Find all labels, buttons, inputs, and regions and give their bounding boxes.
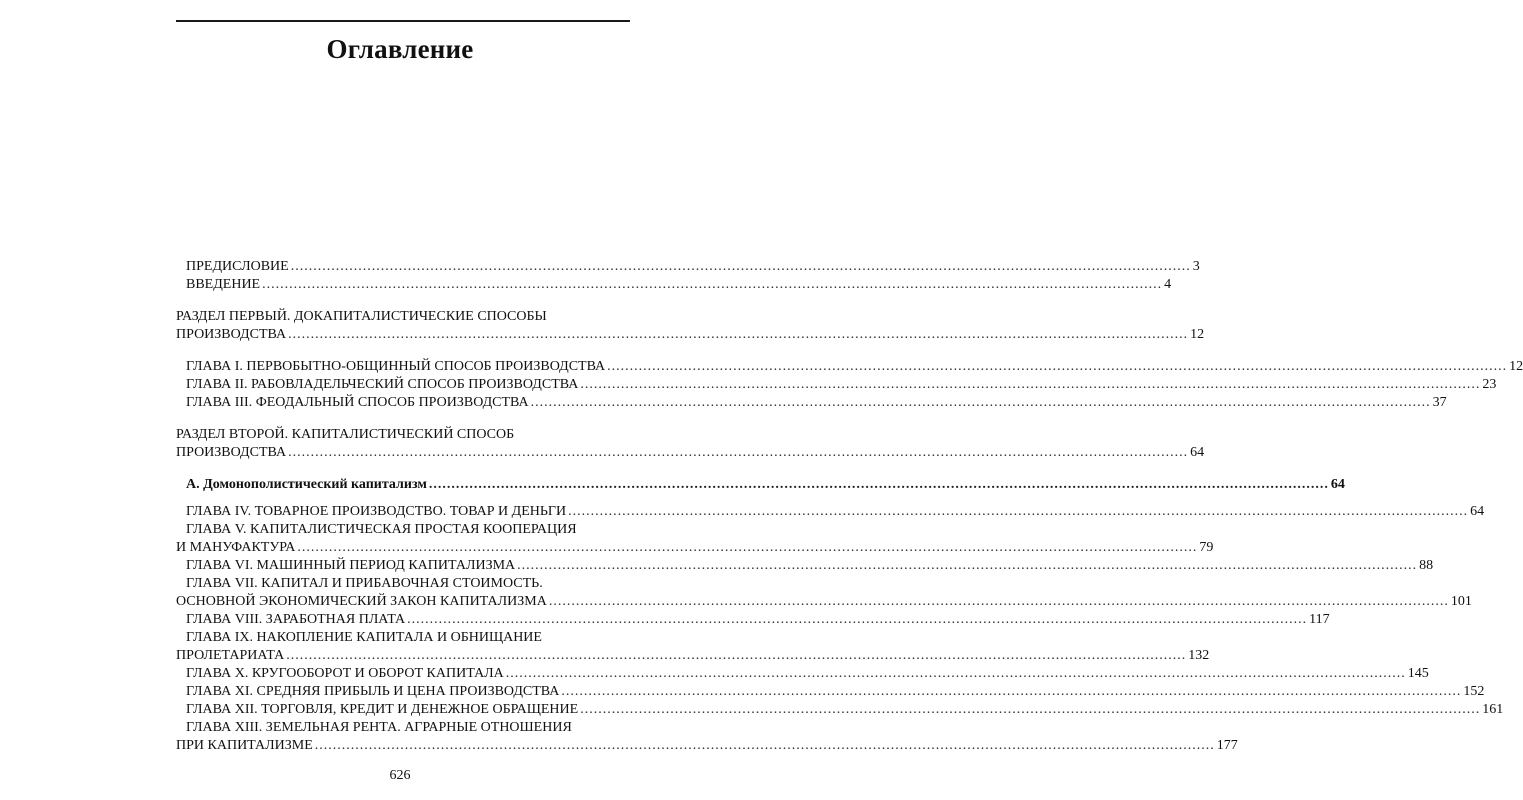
toc-label: ГЛАВА XI. СРЕДНЯЯ ПРИБЫЛЬ И ЦЕНА ПРОИЗВОДСТВА	[186, 684, 560, 699]
table-of-contents	[176, 258, 1523, 755]
toc-page: 37	[1432, 395, 1447, 410]
toc-label-line1: ГЛАВА V. КАПИТАЛИСТИЧЕСКАЯ ПРОСТАЯ КООПЕРАЦИЯ	[186, 522, 577, 537]
toc-entry-ch4[interactable]	[176, 503, 1485, 521]
leader-dots: ........................................................................................................................................................................................................	[288, 445, 1189, 460]
toc-entry-ch7[interactable]	[176, 575, 1472, 611]
leader-dots: ........................................................................................................................................................................................................	[505, 666, 1406, 681]
toc-entry-ch13[interactable]	[176, 719, 1238, 755]
leader-dots: ........................................................................................................................................................................................................	[561, 684, 1462, 699]
toc-label-line1: РАЗДЕЛ ВТОРОЙ. КАПИТАЛИСТИЧЕСКИЙ СПОСОБ	[176, 427, 515, 442]
leader-dots: ........................................................................................................................................................................................................	[428, 477, 1329, 492]
toc-section-first[interactable]	[176, 308, 1205, 344]
toc-label-line2: ПРОИЗВОДСТВА	[176, 327, 287, 342]
toc-entry-ch10[interactable]	[176, 665, 1429, 683]
toc-page: 145	[1407, 666, 1429, 681]
toc-label: ГЛАВА IV. ТОВАРНОЕ ПРОИЗВОДСТВО. ТОВАР И ДЕНЬГИ	[186, 504, 567, 519]
toc-label-line1: ГЛАВА XIII. ЗЕМЕЛЬНАЯ РЕНТА. АГРАРНЫЕ ОТНОШЕНИЯ	[186, 720, 572, 735]
toc-page: 4	[1164, 277, 1172, 292]
toc-label-line2: ПРОИЗВОДСТВА	[176, 445, 287, 460]
toc-label: А. Домонополистический капитализм	[186, 477, 427, 492]
toc-page: 12	[1509, 359, 1523, 374]
toc-label: ГЛАВА X. КРУГООБОРОТ И ОБОРОТ КАПИТАЛА	[186, 666, 504, 681]
leader-dots: ........................................................................................................................................................................................................	[607, 359, 1508, 374]
toc-label: ГЛАВА VIII. ЗАРАБОТНАЯ ПЛАТА	[186, 612, 406, 627]
toc-entry-ch6[interactable]	[176, 557, 1434, 575]
top-rule	[176, 20, 630, 22]
toc-entry-ch8[interactable]	[176, 611, 1330, 629]
toc-entry-ch3[interactable]	[176, 394, 1447, 412]
toc-entry-ch9[interactable]	[176, 629, 1210, 665]
toc-entry-intro[interactable]	[176, 276, 1172, 294]
toc-label-line2: ПРИ КАПИТАЛИЗМЕ	[176, 738, 313, 753]
toc-label-line1: ГЛАВА VII. КАПИТАЛ И ПРИБАВОЧНАЯ СТОИМОСТЬ.	[186, 576, 543, 591]
leader-dots: ........................................................................................................................................................................................................	[262, 277, 1163, 292]
leader-dots: ........................................................................................................................................................................................................	[568, 504, 1469, 519]
toc-page: 79	[1199, 540, 1214, 555]
toc-label-line1: ГЛАВА IX. НАКОПЛЕНИЕ КАПИТАЛА И ОБНИЩАНИЕ	[186, 630, 542, 645]
toc-entry-ch2[interactable]	[176, 376, 1497, 394]
leader-dots: ........................................................................................................................................................................................................	[548, 594, 1449, 609]
toc-label: ГЛАВА I. ПЕРВОБЫТНО-ОБЩИННЫЙ СПОСОБ ПРОИЗВОДСТВА	[186, 359, 606, 374]
toc-label: ГЛАВА III. ФЕОДАЛЬНЫЙ СПОСОБ ПРОИЗВОДСТВА	[186, 395, 529, 410]
toc-entry-ch12[interactable]	[176, 701, 1504, 719]
toc-page: 101	[1450, 594, 1472, 609]
toc-page: 64	[1470, 504, 1485, 519]
toc-label-line2: ОСНОВНОЙ ЭКОНОМИЧЕСКИЙ ЗАКОН КАПИТАЛИЗМА	[176, 594, 547, 609]
toc-page: 132	[1188, 648, 1210, 663]
toc-entry-ch1[interactable]	[176, 358, 1523, 376]
toc-label: ВВЕДЕНИЕ	[186, 277, 261, 292]
leader-dots: ........................................................................................................................................................................................................	[407, 612, 1308, 627]
toc-page: 64	[1190, 445, 1205, 460]
toc-label-line2: ПРОЛЕТАРИАТА	[176, 648, 285, 663]
toc-page: 161	[1482, 702, 1504, 717]
leader-dots: ........................................................................................................................................................................................................	[580, 702, 1481, 717]
leader-dots: ........................................................................................................................................................................................................	[297, 540, 1198, 555]
leader-dots: ........................................................................................................................................................................................................	[530, 395, 1431, 410]
leader-dots: ........................................................................................................................................................................................................	[580, 377, 1481, 392]
leader-dots: ........................................................................................................................................................................................................	[288, 327, 1189, 342]
toc-label: ГЛАВА VI. МАШИННЫЙ ПЕРИОД КАПИТАЛИЗМА	[186, 558, 516, 573]
toc-label-line2: И МАНУФАКТУРА	[176, 540, 296, 555]
toc-subsection-a[interactable]	[176, 476, 1345, 494]
leader-dots: ........................................................................................................................................................................................................	[290, 259, 1191, 274]
toc-entry-ch5[interactable]	[176, 521, 1214, 557]
toc-entry-preface[interactable]	[176, 258, 1200, 276]
toc-page: 64	[1330, 477, 1345, 492]
toc-page: 23	[1482, 377, 1497, 392]
toc-page: 12	[1190, 327, 1205, 342]
toc-label: ГЛАВА XII. ТОРГОВЛЯ, КРЕДИТ И ДЕНЕЖНОЕ ОБРАЩЕНИЕ	[186, 702, 579, 717]
leader-dots: ........................................................................................................................................................................................................	[286, 648, 1187, 663]
toc-page: 152	[1463, 684, 1485, 699]
toc-label: ГЛАВА II. РАБОВЛАДЕЛЬЧЕСКИЙ СПОСОБ ПРОИЗВОДСТВА	[186, 377, 579, 392]
page-title: Оглавление	[326, 34, 474, 64]
toc-page: 3	[1192, 259, 1200, 274]
toc-section-second[interactable]	[176, 426, 1205, 462]
toc-page: 117	[1309, 612, 1330, 627]
toc-page: 88	[1419, 558, 1434, 573]
toc-label-line1: РАЗДЕЛ ПЕРВЫЙ. ДОКАПИТАЛИСТИЧЕСКИЕ СПОСОБЫ	[176, 309, 547, 324]
page-number: 626	[389, 768, 411, 783]
leader-dots: ........................................................................................................................................................................................................	[517, 558, 1418, 573]
leader-dots: ........................................................................................................................................................................................................	[314, 738, 1215, 753]
toc-entry-ch11[interactable]	[176, 683, 1485, 701]
toc-page: 177	[1216, 738, 1238, 753]
toc-label: ПРЕДИСЛОВИЕ	[186, 259, 289, 274]
